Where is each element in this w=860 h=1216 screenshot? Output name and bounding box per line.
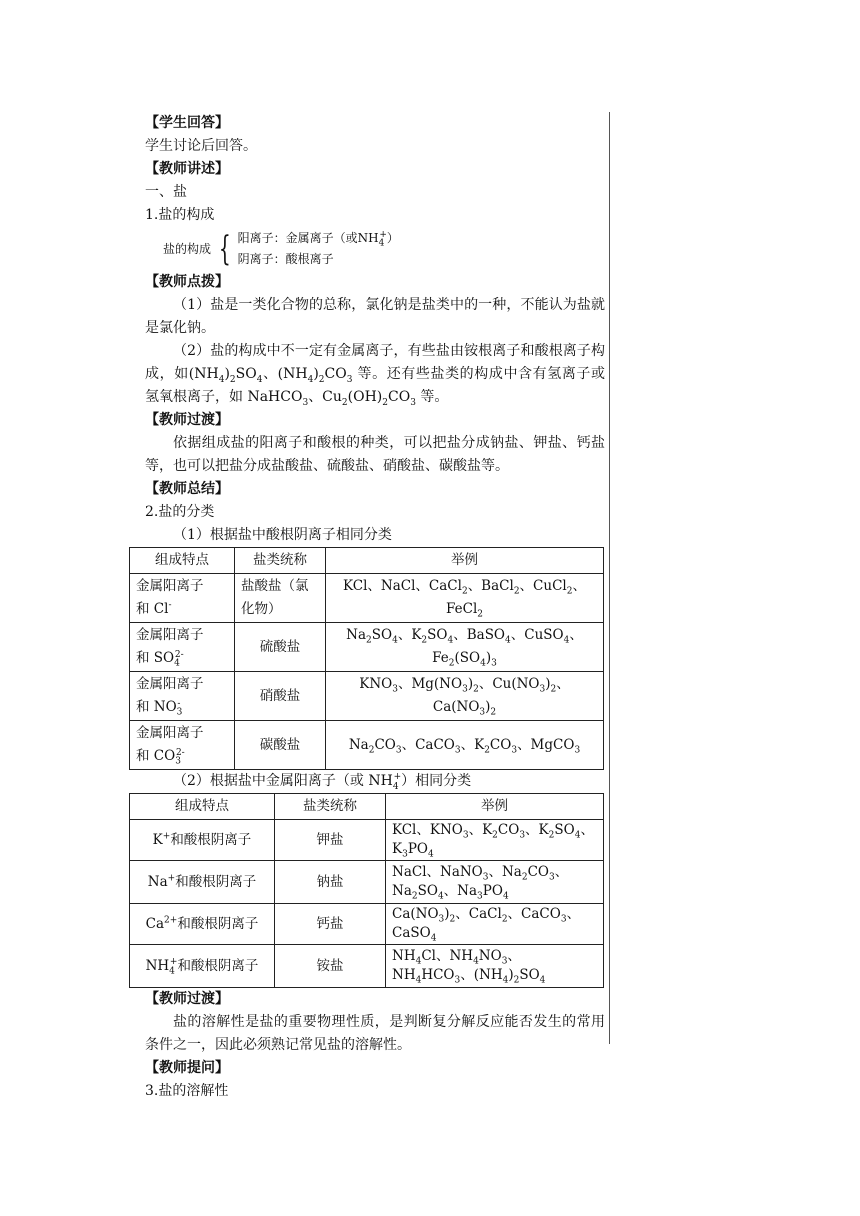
table-row bbox=[130, 721, 604, 770]
feature-cell: $NH_4^+$和酸根阴离子 bbox=[130, 945, 275, 988]
feature-cell: K+和酸根阴离子 bbox=[130, 820, 275, 861]
salt-name-cell: 钠盐 bbox=[275, 861, 386, 904]
table-row bbox=[130, 945, 604, 988]
table1-caption: （1）根据盐中酸根阴离子相同分类 bbox=[173, 527, 392, 543]
feature-cell: 金属阳离子 和 $NO_3^-$ bbox=[130, 672, 235, 721]
heading-teacher-summary: 【教师总结】 bbox=[145, 481, 229, 497]
section-salt: 一、盐 bbox=[145, 184, 187, 200]
table-row bbox=[130, 904, 604, 945]
subheading-salt-classification: 2.盐的分类 bbox=[145, 504, 215, 520]
anion-row: 阴离子：酸根离子 bbox=[237, 252, 334, 266]
example-cell: KCl、$KNO_3$、$K_2CO_3$、$K_2SO_4$、$K_3PO_4$ bbox=[386, 820, 604, 861]
table-header-cell: 组成特点 bbox=[130, 794, 275, 820]
table-row bbox=[130, 820, 604, 861]
example-cell: $KNO_3$、$Mg(NO_3)_2$、$Cu(NO_3)_2$、$Ca(NO_3)_2$ bbox=[326, 672, 604, 721]
transition-paragraph-1: 依据组成盐的阳离子和酸根的种类，可以把盐分成钠盐、钾盐、钙盐等，也可以把盐分成盐酸盐、硫酸盐、硝酸盐、碳酸盐等。 bbox=[145, 435, 605, 474]
heading-teacher-transition-1: 【教师过渡】 bbox=[145, 412, 229, 428]
left-brace-icon: { bbox=[218, 229, 231, 269]
table-header-cell: 举例 bbox=[386, 794, 604, 820]
table2-caption: （2）根据盐中金属阳离子（或 $NH_4^+$）相同分类 bbox=[173, 772, 472, 792]
salt-name-cell: 铵盐 bbox=[275, 945, 386, 988]
document-body bbox=[136, 112, 606, 1103]
tip-paragraph-2: （2）盐的构成中不一定有金属离子，有些盐由铵根离子和酸根离子构成，如$(NH_4)_2SO_4$、$(NH_4)_2CO_3$ 等。还有些盐类的构成中含有氢离子或氢氧根离子，如 NaHCO$_3$、$Cu_2(OH)_2CO_3$ 等。 bbox=[145, 343, 606, 408]
student-answer-text: 学生讨论后回答。 bbox=[145, 138, 257, 154]
salt-name-cell: 钙盐 bbox=[275, 904, 386, 945]
table-header-cell: 组成特点 bbox=[130, 548, 235, 574]
feature-cell: 金属阳离子 和 $CO_3^{2-}$ bbox=[130, 721, 235, 770]
tip-paragraph-1: （1）盐是一类化合物的总称，氯化钠是盐类中的一种，不能认为盐就是氯化钠。 bbox=[145, 297, 605, 336]
salt-composition-diagram bbox=[163, 227, 605, 271]
subheading-salt-solubility: 3.盐的溶解性 bbox=[145, 1083, 229, 1099]
table-row bbox=[130, 672, 604, 721]
heading-teacher-explain: 【教师讲述】 bbox=[145, 161, 229, 177]
heading-teacher-transition-2: 【教师过渡】 bbox=[145, 991, 229, 1007]
subheading-salt-composition: 1.盐的构成 bbox=[145, 207, 215, 223]
table-header-cell: 举例 bbox=[326, 548, 604, 574]
cation-classification-table bbox=[129, 793, 604, 988]
table-header-cell: 盐类统称 bbox=[275, 794, 386, 820]
table-header-row bbox=[130, 548, 604, 574]
table-row bbox=[130, 574, 604, 623]
example-cell: $Na_2CO_3$、CaCO$_3$、$K_2CO_3$、MgCO$_3$ bbox=[326, 721, 604, 770]
salt-name-cell: 硝酸盐 bbox=[235, 672, 326, 721]
heading-teacher-question: 【教师提问】 bbox=[145, 1060, 229, 1076]
feature-cell: 金属阳离子 和 Cl- bbox=[130, 574, 235, 623]
feature-cell: $Ca^{2+}$和酸根阴离子 bbox=[130, 904, 275, 945]
margin-rule bbox=[609, 112, 610, 1044]
example-cell: $NH_4Cl$、$NH_4NO_3$、$NH_4HCO_3$、$(NH_4)_2SO_4$ bbox=[386, 945, 604, 988]
acid-radical-classification-table bbox=[129, 547, 604, 770]
example-cell: $Na_2SO_4$、$K_2SO_4$、BaSO$_4$、CuSO$_4$、$Fe_2(SO_4)_3$ bbox=[326, 623, 604, 672]
cation-row: 阳离子：金属离子（或$NH_4^+$） bbox=[237, 230, 399, 249]
transition-paragraph-2: 盐的溶解性是盐的重要物理性质，是判断复分解反应能否发生的常用条件之一，因此必须熟记常见盐的溶解性。 bbox=[145, 1014, 605, 1053]
heading-student-answer: 【学生回答】 bbox=[145, 115, 229, 131]
table-row bbox=[130, 623, 604, 672]
feature-cell: 金属阳离子 和 $SO_4^{2-}$ bbox=[130, 623, 235, 672]
salt-name-cell: 硫酸盐 bbox=[235, 623, 326, 672]
table-header-cell: 盐类统称 bbox=[235, 548, 326, 574]
salt-name-cell: 钾盐 bbox=[275, 820, 386, 861]
example-cell: KCl、NaCl、CaCl$_2$、BaCl$_2$、CuCl$_2$、FeCl$_2$ bbox=[326, 574, 604, 623]
composition-label: 盐的构成 bbox=[163, 241, 212, 256]
feature-cell: Na+和酸根阴离子 bbox=[130, 861, 275, 904]
heading-teacher-tip: 【教师点拨】 bbox=[145, 274, 229, 290]
salt-name-cell: 盐酸盐（氯化物） bbox=[235, 574, 326, 623]
table-row bbox=[130, 861, 604, 904]
example-cell: NaCl、NaNO$_3$、$Na_2CO_3$、$Na_2SO_4$、$Na_3PO_4$ bbox=[386, 861, 604, 904]
example-cell: $Ca(NO_3)_2$、CaCl$_2$、CaCO$_3$、CaSO$_4$ bbox=[386, 904, 604, 945]
salt-name-cell: 碳酸盐 bbox=[235, 721, 326, 770]
table-header-row bbox=[130, 794, 604, 820]
